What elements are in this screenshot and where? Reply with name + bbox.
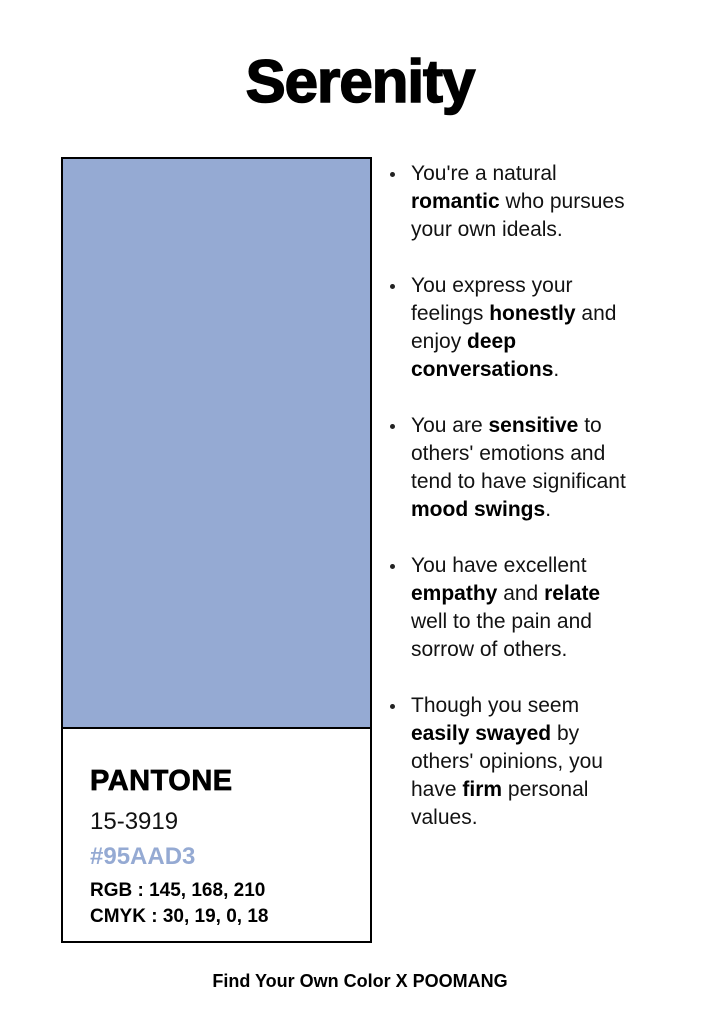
bullet-dot-icon: [390, 564, 395, 569]
card-info: [63, 729, 370, 941]
footer-text: Find Your Own Color X POOMANG: [212, 971, 508, 991]
page-title: Serenity: [245, 48, 475, 115]
trait-item: [388, 160, 656, 244]
trait-text: Though you seem easily swayed by others' opinions, you have firm personal values.: [411, 694, 603, 829]
pantone-code: 15-3919: [90, 808, 179, 835]
bullet-dot-icon: [390, 704, 395, 709]
bullet-dot-icon: [390, 284, 395, 289]
trait-item: [388, 552, 656, 664]
trait-text: You express your feelings honestly and enjoy deep conversations.: [411, 274, 617, 381]
trait-item: [388, 692, 656, 832]
trait-item: [388, 412, 656, 524]
pantone-brand-label: PANTONE: [90, 765, 233, 797]
color-swatch: [63, 159, 370, 729]
trait-text: You have excellent empathy and relate well to the pain and sorrow of others.: [411, 554, 601, 661]
trait-text: You're a natural romantic who pursues your own ideals.: [411, 162, 625, 241]
pantone-card: [61, 157, 372, 943]
rgb-value: RGB : 145, 168, 210: [90, 880, 266, 901]
traits-list: [388, 160, 656, 860]
bullet-dot-icon: [390, 424, 395, 429]
cmyk-value: CMYK : 30, 19, 0, 18: [90, 906, 269, 927]
trait-text: You are sensitive to others' emotions and tend to have significant mood swings.: [411, 414, 626, 521]
hex-value: #95AAD3: [90, 843, 196, 870]
trait-item: [388, 272, 656, 384]
bullet-dot-icon: [390, 172, 395, 177]
